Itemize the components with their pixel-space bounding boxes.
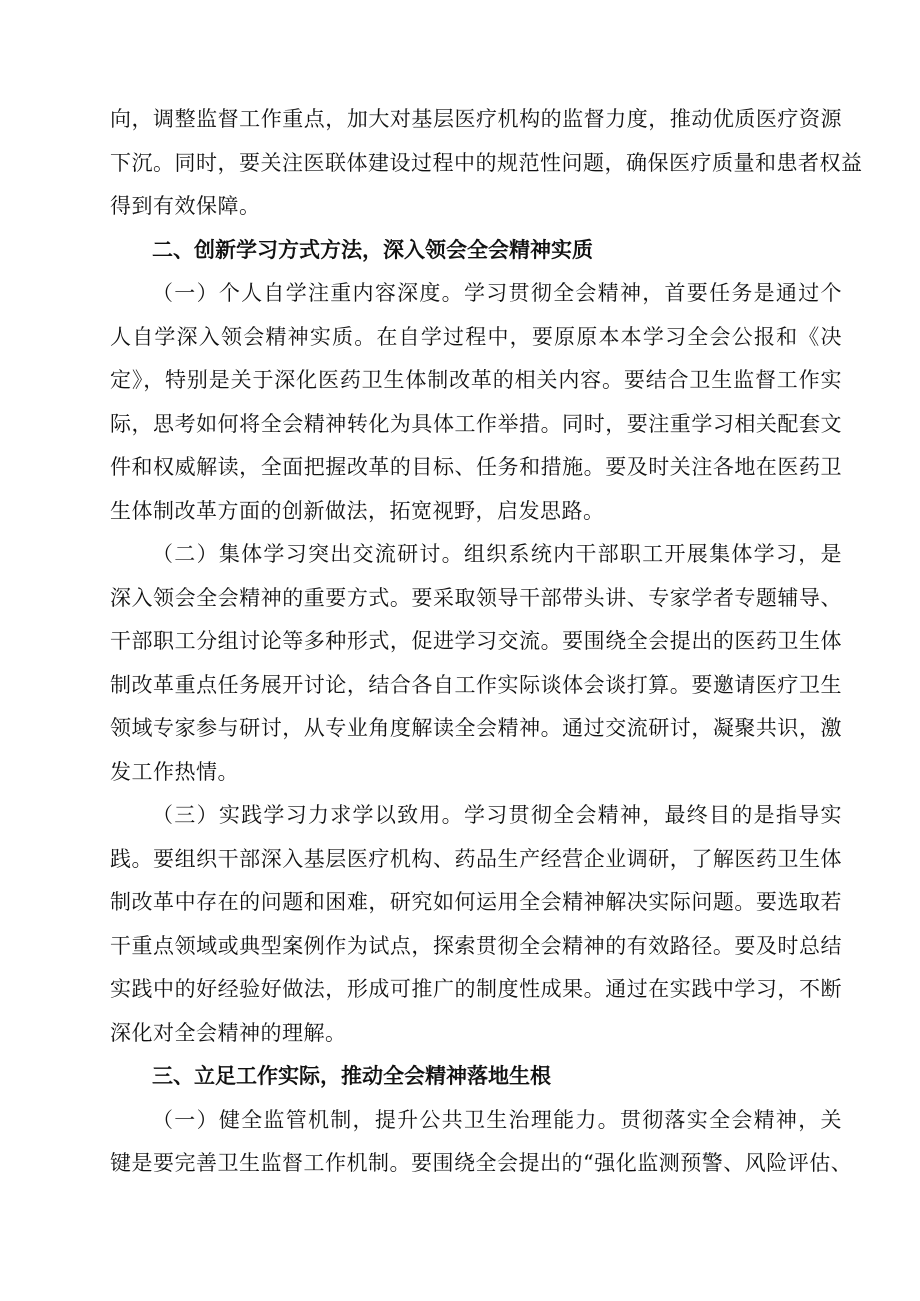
section-heading-3: 三、立足工作实际，推动全会精神落地生根 — [152, 1064, 551, 1088]
text-line: 干重点领域或典型案例作为试点，探索贯彻全会精神的有效路径。要及时总结 — [110, 933, 842, 958]
paragraph-2-2 — [110, 533, 842, 794]
text-line: 实践中的好经验好做法，形成可推广的制度性成果。通过在实践中学习，不断 — [110, 977, 842, 1001]
text-line: 际，思考如何将全会精神转化为具体工作举措。同时，要注重学习相关配套文 — [110, 411, 842, 436]
text-line: （三）实践学习力求学以致用。学习贯彻全会精神，最终目的是指导实 — [152, 803, 842, 827]
text-line: 人自学深入领会精神实质。在自学过程中，要原原本本学习全会公报和《决 — [110, 324, 842, 349]
text-line: 定》，特别是关于深化医药卫生体制改革的相关内容。要结合卫生监督工作实 — [110, 368, 842, 392]
text-line: 制改革重点任务展开讨论，结合各自工作实际谈体会谈打算。要邀请医疗卫生 — [110, 672, 842, 697]
text-line: 得到有效保障。 — [110, 194, 261, 218]
text-line: 深化对全会精神的理解。 — [110, 1020, 347, 1045]
text-line: 下沉。同时，要关注医联体建设过程中的规范性问题，确保医疗质量和患者权益 — [110, 150, 863, 175]
document-body — [110, 98, 863, 1186]
text-line: 深入领会全会精神的重要方式。要采取领导干部带头讲、专家学者专题辅导、 — [110, 585, 842, 610]
text-line: （二）集体学习突出交流研讨。组织系统内干部职工开展集体学习，是 — [152, 542, 842, 566]
text-line: 键是要完善卫生监督工作机制。要围绕全会提出的“强化监测预警、风险评估、 — [110, 1151, 853, 1175]
text-line: 领域专家参与研讨，从专业角度解读全会精神。通过交流研讨，凝聚共识，激 — [110, 716, 842, 740]
text-line: （一）个人自学注重内容深度。学习贯彻全会精神，首要任务是通过个 — [152, 281, 842, 305]
paragraph-2-1 — [110, 272, 842, 533]
paragraph-intro — [110, 98, 863, 229]
section-heading-2: 二、创新学习方式方法，深入领会全会精神实质 — [152, 237, 593, 262]
text-line: 干部职工分组讨论等多种形式，促进学习交流。要围绕全会提出的医药卫生体 — [110, 629, 842, 653]
text-line: 制改革中存在的问题和困难，研究如何运用全会精神解决实际问题。要选取若 — [110, 890, 842, 914]
text-line: 生体制改革方面的创新做法，拓宽视野，启发思路。 — [110, 498, 605, 523]
paragraph-2-3 — [110, 794, 842, 1055]
text-line: （一）健全监管机制，提升公共卫生治理能力。贯彻落实全会精神，关 — [152, 1107, 842, 1132]
text-line: 发工作热情。 — [110, 759, 239, 784]
text-line: 向，调整监督工作重点，加大对基层医疗机构的监督力度，推动优质医疗资源 — [110, 107, 842, 131]
text-line: 践。要组织干部深入基层医疗机构、药品生产经营企业调研，了解医药卫生体 — [110, 846, 842, 871]
text-line: 件和权威解读，全面把握改革的目标、任务和措施。要及时关注各地在医药卫 — [110, 455, 842, 479]
paragraph-3-1 — [110, 1099, 853, 1186]
